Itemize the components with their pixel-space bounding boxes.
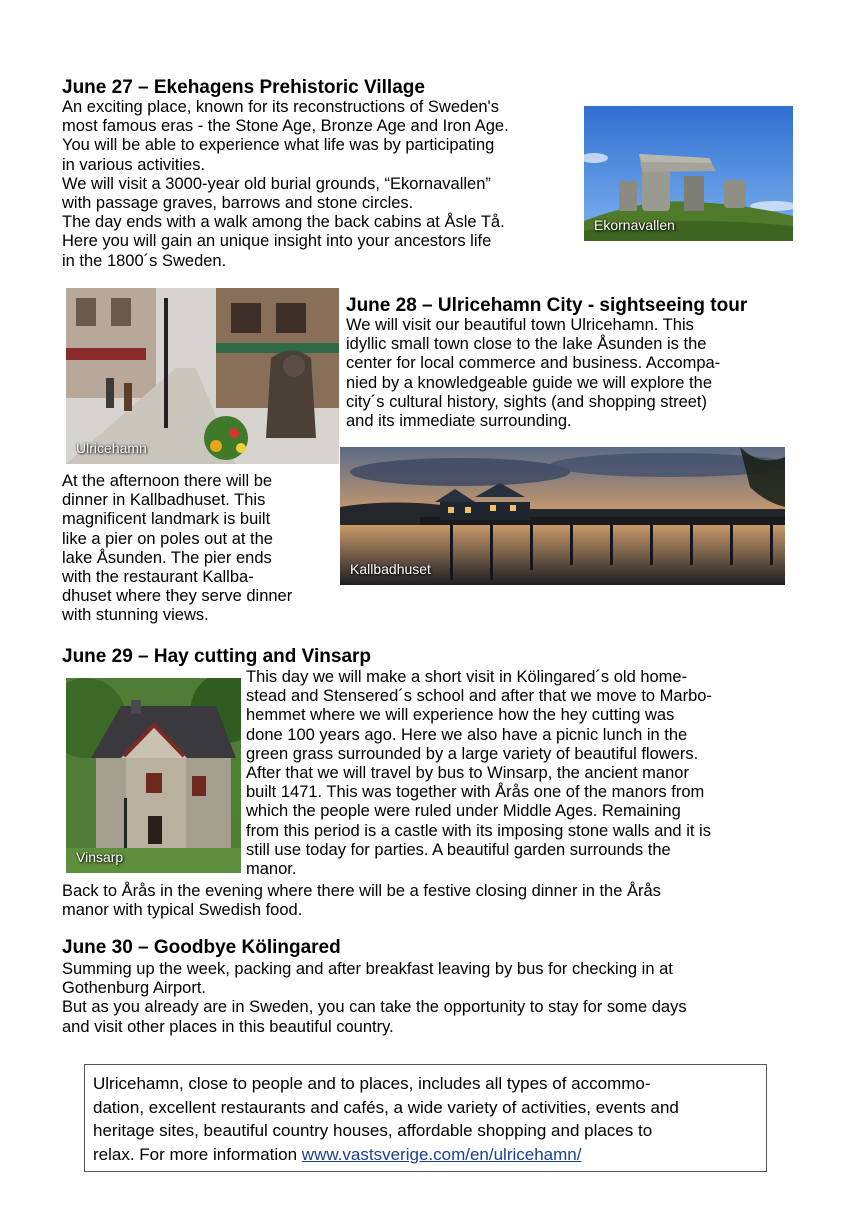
text-line: We will visit a 3000-year old burial grounds, “Ekornavallen” [62,174,491,193]
text-line: You will be able to experience what life was by participating [62,136,495,155]
photo-caption: Kallbadhuset [350,561,431,577]
paragraph-june-27 [62,98,509,271]
text-line: The day ends with a walk among the back cabins at Åsle Tå. [62,213,505,232]
heading-june-29: June 29 – Hay cutting and Vinsarp [62,646,372,667]
text-line: magnificent landmark is built [62,510,271,529]
text-line [93,1143,758,1167]
text-line: dhuset where they serve dinner [62,587,293,606]
photo-caption: Ulricehamn [76,440,147,456]
text-line: in various activities. [62,155,206,174]
paragraph-closing-dinner [62,882,661,920]
paragraph-june-29 [246,668,712,879]
text-line: built 1471. This was together with Årås one of the manors from [246,783,705,802]
text-line: center for local commerce and business. Accompa- [346,354,721,373]
photo-caption: Vinsarp [76,849,124,865]
text-line: nied by a knowledgeable guide we will explore the [346,373,712,392]
text-line: Gothenburg Airport. [62,979,207,998]
text-line: hemmet where we will experience how the hey cutting was [246,706,675,725]
paragraph-june-30 [62,960,687,1037]
text-line: heritage sites, beautiful country houses, affordable shopping and places to [93,1121,653,1140]
text-line: and its immediate surrounding. [346,412,572,431]
text-line: Ulricehamn, close to people and to places, includes all types of accommo- [93,1074,651,1093]
text-line: idyllic small town close to the lake Åsunden is the [346,335,707,354]
text-line: Back to Årås in the evening where there will be a festive closing dinner in the Årås [62,882,661,900]
text-line: manor with typical Swedish food. [62,901,303,920]
text-line: An exciting place, known for its reconstructions of Sweden's [62,98,499,116]
ulricehamn-website-link[interactable]: www.vastsverige.com/en/ulricehamn/ [301,1144,582,1164]
text-line: like a pier on poles out at the [62,529,273,548]
text-line: But as you already are in Sweden, you can take the opportunity to stay for some days [62,998,687,1017]
info-box [84,1064,767,1172]
text-line: done 100 years ago. Here we also have a picnic lunch in the [246,725,688,744]
info-text [93,1072,758,1166]
text-line: in the 1800´s Sweden. [62,251,227,270]
text-line: and visit other places in this beautiful country. [62,1017,394,1036]
heading-june-27: June 27 – Ekehagens Prehistoric Village [62,77,425,98]
paragraph-june-28 [346,316,720,431]
text-line: lake Åsunden. The pier ends [62,548,272,567]
text-line: still use today for parties. A beautiful garden surrounds the [246,840,671,859]
text-line: with the restaurant Kallba- [62,568,254,587]
text-line: After that we will travel by bus to Winsarp, the ancient manor [246,764,689,783]
ekornavallen-photo [584,106,793,241]
vinsarp-photo [66,678,241,873]
photo-caption: Ekornavallen [594,217,675,233]
ulricehamn-street-photo [66,288,339,464]
text-line: which the people were ruled under Middle Ages. Remaining [246,802,681,821]
text-line: most famous eras - the Stone Age, Bronze Age and Iron Age. [62,117,509,136]
text-line: dinner in Kallbadhuset. This [62,491,266,510]
info-text-prefix: relax. For more information [93,1144,302,1164]
text-line: dation, excellent restaurants and cafés, a wide variety of activities, events and [93,1097,679,1117]
paragraph-afternoon [62,472,292,626]
text-line: green grass surrounded by a large variety of beautiful flowers. [246,744,699,763]
heading-june-28: June 28 – Ulricehamn City - sightseeing tour [346,295,748,316]
text-line: from this period is a castle with its imposing stone walls and it is [246,821,711,840]
text-line: stead and Stensered´s school and after that we move to Marbo- [246,687,712,706]
kallbadhuset-photo [340,447,785,585]
text-line: Summing up the week, packing and after breakfast leaving by bus for checking in at [62,960,673,978]
text-line: We will visit our beautiful town Ulricehamn. This [346,316,694,334]
text-line: Here you will gain an unique insight into your ancestors life [62,232,492,251]
heading-june-30: June 30 – Goodbye Kölingared [62,937,341,958]
text-line: city´s cultural history, sights (and shopping street) [346,392,708,411]
text-line: This day we will make a short visit in Kölingared´s old home- [246,668,688,686]
text-line: with stunning views. [62,606,209,625]
text-line: At the afternoon there will be [62,472,273,490]
text-line: with passage graves, barrows and stone circles. [62,194,414,213]
text-line: manor. [246,860,297,879]
